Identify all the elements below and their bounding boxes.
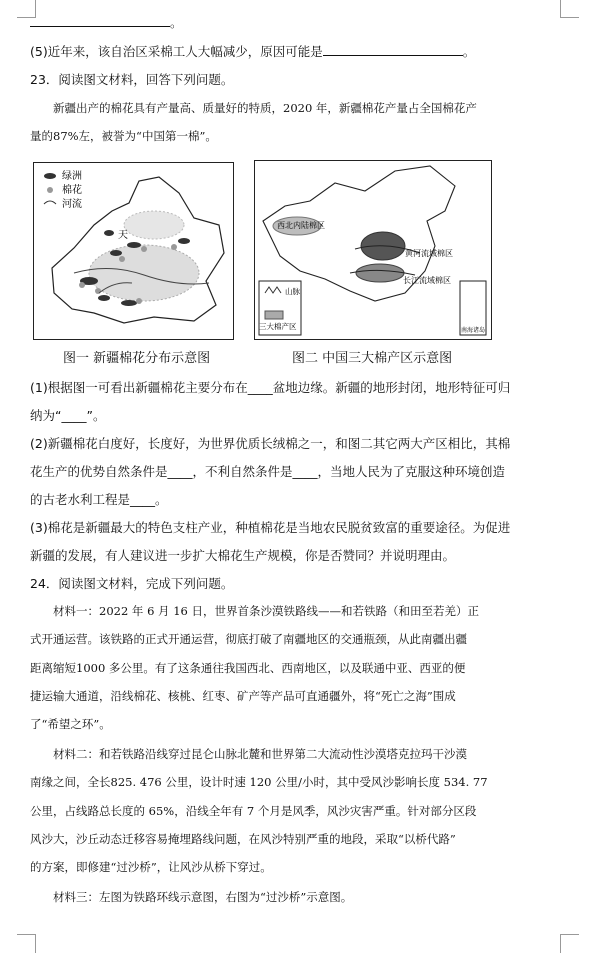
period: 。 [170, 15, 183, 30]
question-line: (3)棉花是新疆最大的特色支柱产业，种植棉花是当地农民脱贫致富的重要途径。为促进 [30, 520, 511, 535]
china-map-graphic [255, 161, 491, 339]
figure-2-caption: 图二 中国三大棉产区示意图 [292, 351, 453, 366]
material-line: 材料二：和若铁路沿线穿过昆仑山脉北麓和世界第二大流动性沙漠塔克拉玛干沙漠 [53, 747, 467, 761]
figure-xinjiang-cotton-map [33, 162, 234, 340]
label-northwest-region: 西北内陆棉区 [277, 221, 325, 230]
material-line: 距离缩短1000 多公里。有了这条通往我国西北、西南地区，以及联通中亚、西亚的便 [30, 660, 466, 675]
question-23-items [30, 374, 570, 570]
material-line: 式开通运营。该铁路的正式开通运营，彻底打破了南疆地区的交通瓶颈，从此南疆出疆 [30, 632, 467, 647]
question-22-5 [30, 41, 475, 63]
question-line: 纳为“____”。 [30, 408, 106, 423]
corner-mark-bottom-left [17, 934, 36, 953]
question-23-heading: 23．阅读图文材料，回答下列问题。 [30, 72, 234, 87]
question-line: (1)根据图一可看出新疆棉花主要分布在____盆地边缘。新疆的地形封闭，地形特征可归 [30, 380, 511, 395]
question-23-intro [30, 94, 572, 151]
intro-line: 新疆出产的棉花具有产量高、质量好的特质，2020 年，新疆棉花产量占全国棉花产 [53, 101, 477, 115]
material-line: 材料一：2022 年 6 月 16 日，世界首条沙漠铁路线——和若铁路（和田至若羌）正 [53, 604, 479, 618]
material-2 [30, 740, 572, 881]
material-1 [30, 597, 572, 738]
figure-china-cotton-regions-map [254, 160, 492, 340]
question-line: 花生产的优势自然条件是____，不利自然条件是____，当地人民为了克服这种环境创造 [30, 464, 506, 479]
intro-line: 量的87%左，被誉为“中国第一棉”。 [30, 129, 217, 144]
legend-cotton: 棉花 [62, 185, 82, 196]
legend-three-regions: 三大棉产区 [259, 322, 297, 331]
question-24-heading: 24．阅读图文材料，完成下列问题。 [30, 576, 234, 591]
question-line: 新疆的发展，有人建议进一步扩大棉花生产规模，你是否赞同？并说明理由。 [30, 548, 456, 563]
label-yangtze-region: 长江流域棉区 [403, 276, 451, 285]
corner-mark-bottom-right [560, 934, 579, 953]
corner-mark-top-right [560, 0, 579, 18]
material-line: 了“希望之环”。 [30, 717, 111, 732]
material-line: 风沙大，沙丘动态迁移容易掩埋路线问题，在风沙特别严重的地段，采取“以桥代路” [30, 831, 456, 846]
figure-1-caption: 图一 新疆棉花分布示意图 [63, 351, 211, 366]
legend-oasis: 绿洲 [62, 171, 82, 182]
material-line: 公里，占线路总长度的 65%，沿线全年有 7 个月是风季，风沙灾害严重。针对部分区段 [30, 803, 477, 818]
xinjiang-map-graphic [34, 163, 233, 339]
answer-line-prev [30, 12, 183, 34]
answer-blank [30, 26, 170, 27]
legend-river: 河流 [62, 199, 82, 210]
answer-blank [323, 55, 463, 56]
inset-south-china-sea: 南海诸岛 [461, 327, 486, 334]
material-line: 南缘之间，全长825. 476 公里，设计时速 120 公里/小时，其中受风沙影响长度 534. 77 [30, 775, 488, 790]
question-text: (5)近年来，该自治区采棉工人大幅减少，原因可能是 [30, 44, 323, 59]
period: 。 [462, 44, 476, 59]
question-line: 的古老水利工程是____。 [30, 492, 168, 507]
material-line: 的方案，即修建“过沙桥”，让风沙从桥下穿过。 [30, 860, 272, 875]
legend-mountain: 山脉 [285, 287, 300, 296]
material-3: 材料三：左图为铁路环线示意图，右图为“过沙桥”示意图。 [53, 890, 353, 904]
label-yellow-river-region: 黄河流域棉区 [405, 249, 453, 258]
material-line: 捷运输大通道，沿线棉花、核桃、红枣、矿产等产品可直通疆外，将“死亡之海”围成 [30, 688, 456, 703]
map-label-tian: 天 [118, 230, 128, 241]
question-line: (2)新疆棉花白度好，长度好，为世界优质长绒棉之一，和图二其它两大产区相比，其棉 [30, 436, 511, 451]
